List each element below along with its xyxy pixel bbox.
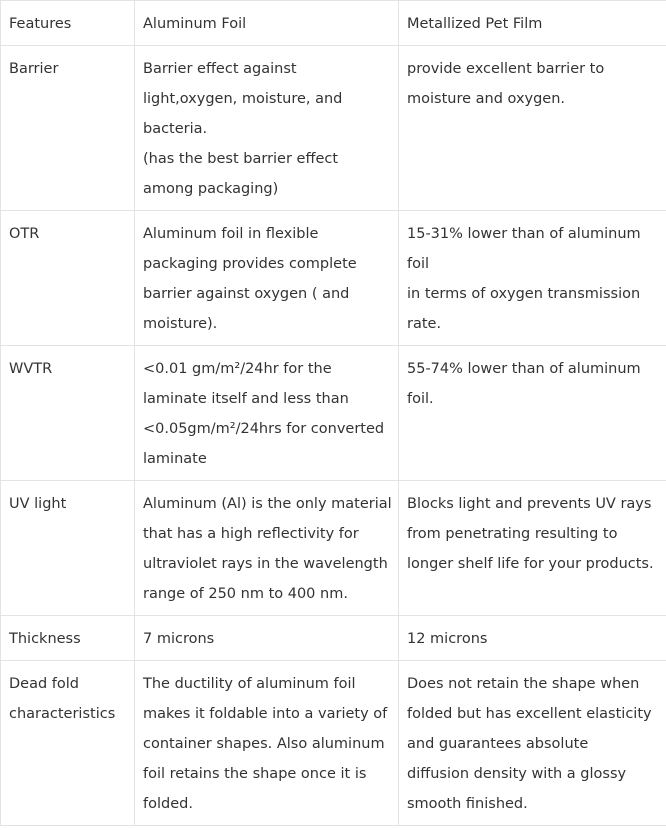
table-row xyxy=(1,46,666,211)
metallized-cell xyxy=(399,346,666,481)
header-features-label: Features xyxy=(9,16,72,32)
metallized-cell xyxy=(399,481,666,616)
aluminum-cell xyxy=(135,481,399,616)
feature-label: Barrier xyxy=(9,61,59,77)
feature-label: OTR xyxy=(9,226,40,242)
aluminum-cell xyxy=(135,616,399,661)
metallized-cell xyxy=(399,211,666,346)
header-metallized-pet-film xyxy=(399,1,666,46)
feature-label: Dead fold characteristics xyxy=(9,676,116,722)
header-metallized-pet-film-label: Metallized Pet Film xyxy=(407,16,543,32)
table-row xyxy=(1,211,666,346)
metallized-cell xyxy=(399,616,666,661)
metallized-text: Blocks light and prevents UV rays from penetrating resulting to longer shelf life for your products. xyxy=(407,496,654,572)
feature-cell xyxy=(1,46,135,211)
feature-label: WVTR xyxy=(9,361,53,377)
aluminum-text: 7 microns xyxy=(143,631,215,647)
aluminum-cell xyxy=(135,211,399,346)
metallized-text: provide excellent barrier to moisture and oxygen. xyxy=(407,61,605,107)
metallized-cell xyxy=(399,661,666,826)
feature-cell xyxy=(1,481,135,616)
aluminum-text: Aluminum (Al) is the only material that has a high reflectivity for ultraviolet rays in the wavelength range of 250 nm to 400 nm. xyxy=(143,496,392,602)
aluminum-cell xyxy=(135,661,399,826)
feature-label: Thickness xyxy=(9,631,81,647)
aluminum-text: Barrier effect against light,oxygen, moisture, and bacteria. (has the best barrier effect among packaging) xyxy=(143,61,343,197)
metallized-text: 55-74% lower than of aluminum foil. xyxy=(407,361,641,407)
table-row xyxy=(1,616,666,661)
metallized-text: 15-31% lower than of aluminum foil in terms of oxygen transmission rate. xyxy=(407,226,641,332)
metallized-text: 12 microns xyxy=(407,631,488,647)
aluminum-text: Aluminum foil in flexible packaging provides complete barrier against oxygen ( and moisture). xyxy=(143,226,357,332)
table-row xyxy=(1,661,666,826)
aluminum-text: <0.01 gm/m²/24hr for the laminate itself and less than <0.05gm/m²/24hrs for converted laminate xyxy=(143,361,385,467)
feature-cell xyxy=(1,346,135,481)
table-header-row xyxy=(1,1,666,46)
aluminum-cell xyxy=(135,46,399,211)
aluminum-cell xyxy=(135,346,399,481)
header-aluminum-foil xyxy=(135,1,399,46)
table-row xyxy=(1,346,666,481)
feature-cell xyxy=(1,661,135,826)
header-aluminum-foil-label: Aluminum Foil xyxy=(143,16,247,32)
feature-cell xyxy=(1,211,135,346)
table-row xyxy=(1,481,666,616)
header-features xyxy=(1,1,135,46)
metallized-cell xyxy=(399,46,666,211)
metallized-text: Does not retain the shape when folded but has excellent elasticity and guarantees absolute diffusion density with a glossy smooth finished. xyxy=(407,676,652,812)
feature-cell xyxy=(1,616,135,661)
aluminum-text: The ductility of aluminum foil makes it foldable into a variety of container shapes. Also aluminum foil retains the shape once it is folded. xyxy=(143,676,388,812)
feature-label: UV light xyxy=(9,496,67,512)
